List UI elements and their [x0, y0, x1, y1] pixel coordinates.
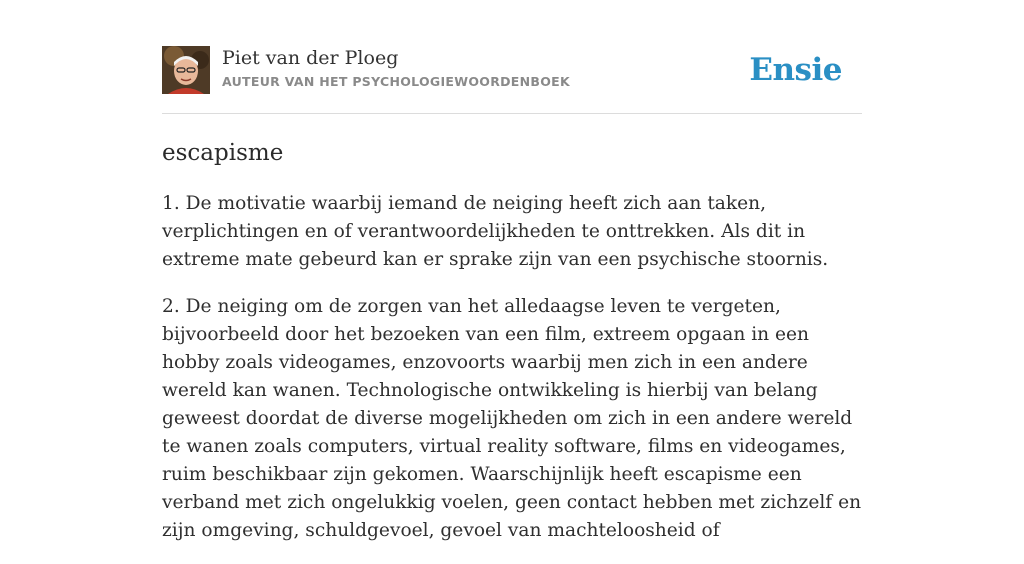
- entry-term: escapisme: [162, 140, 284, 166]
- entry-card: [162, 0, 862, 541]
- ensie-logo[interactable]: Ensie: [749, 52, 842, 88]
- definition-paragraph-2: 2. De neiging om de zorgen van het alledaagse leven te vergeten, bijvoorbeeld door het bezoeken van een film, extreem opgaan in een hobby zoals videogames, enzovoorts waarbij men zich in een andere wereld kan wanen. Technologische ontwikkeling is hierbij van belang geweest doordat de diverse mogelijkheden om zich in een andere wereld te wanen zoals computers, virtual reality software, films en videogames, ruim beschikbaar zijn gekomen. Waarschijnlijk heeft escapisme een verband met zich ongelukkig voelen, geen contact hebben met zichzelf en zijn omgeving, schuldgevoel, gevoel van machteloosheid of: [162, 296, 862, 541]
- author-portrait-icon: [162, 46, 210, 94]
- header-divider: [162, 113, 862, 114]
- definition-paragraph-1: 1. De motivatie waarbij iemand de neiging heeft zich aan taken, verplichtingen en of verantwoordelijkheden te onttrekken. Als dit in extreme mate gebeurd kan er sprake zijn van een psychische stoornis.: [162, 193, 829, 270]
- author-header: [162, 46, 862, 96]
- author-name[interactable]: Piet van der Ploeg: [222, 47, 399, 69]
- author-role: AUTEUR VAN HET PSYCHOLOGIEWOORDENBOEK: [222, 74, 570, 89]
- author-avatar[interactable]: [162, 46, 210, 94]
- entry-definition: [162, 190, 862, 564]
